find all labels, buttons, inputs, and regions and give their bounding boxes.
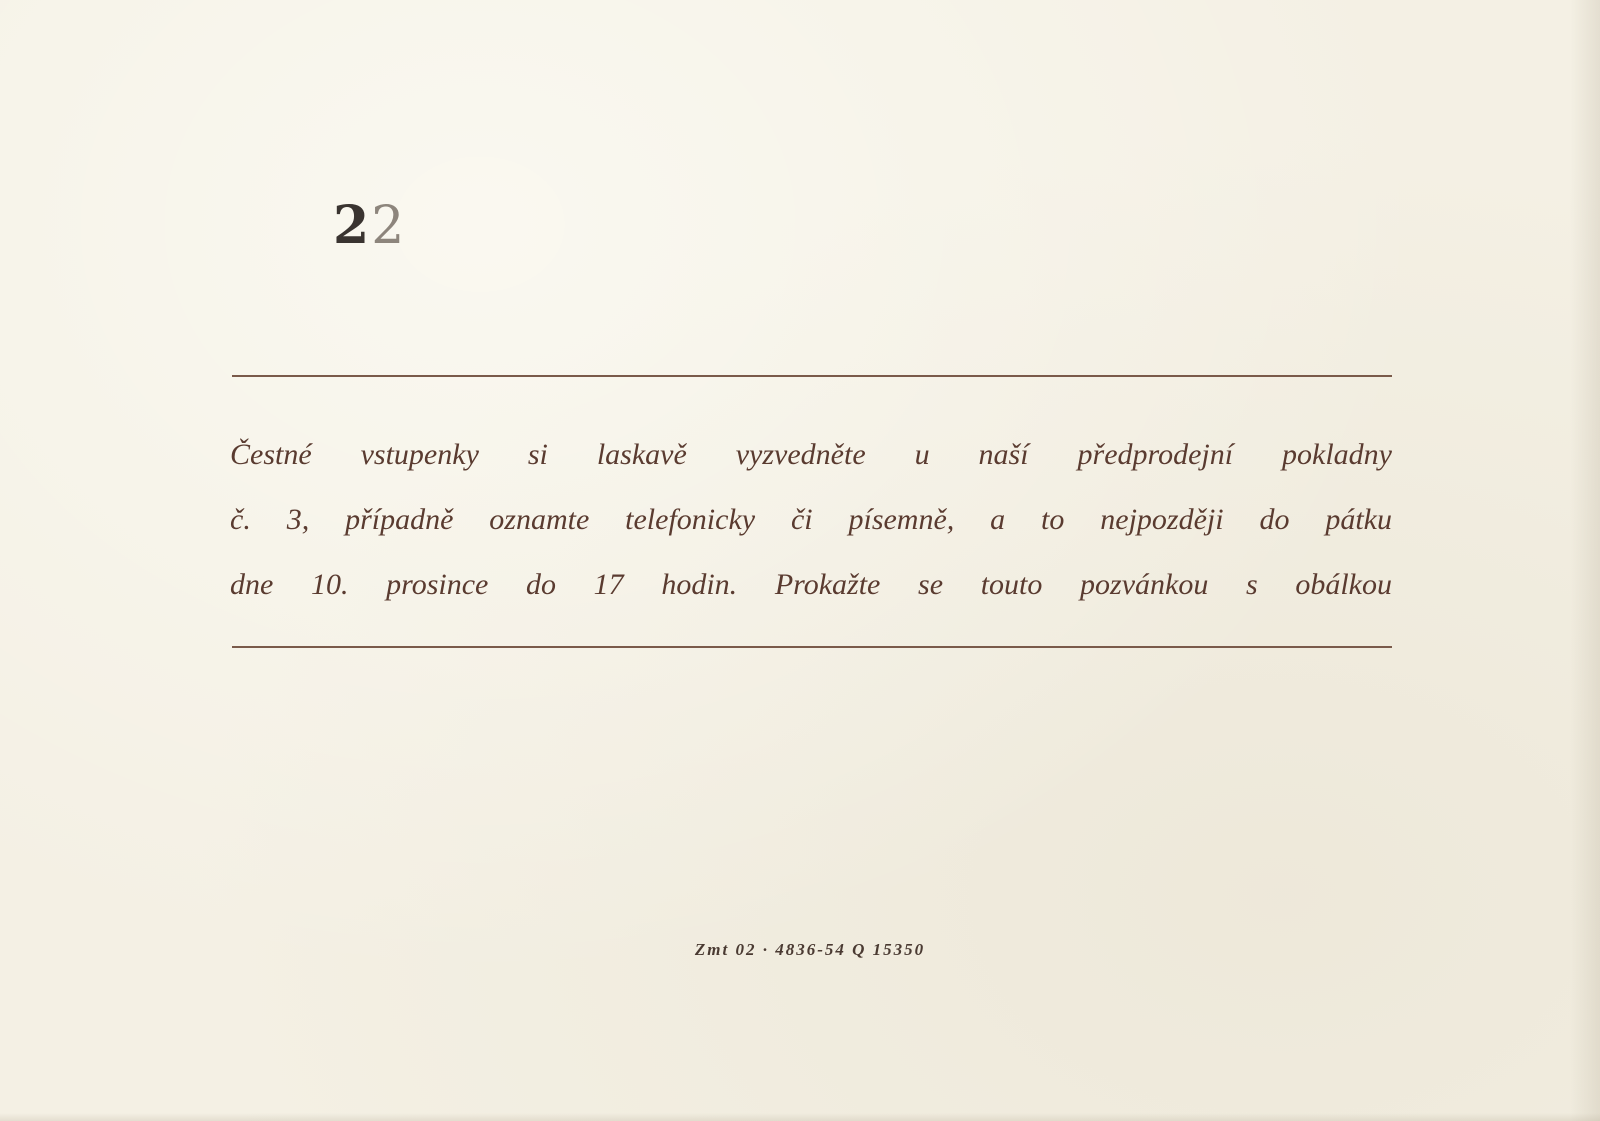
card-number-digit-faded: 2: [371, 196, 407, 256]
card-number-stamp: [333, 195, 407, 256]
paper-edge: [0, 1113, 1600, 1121]
notice-text: [230, 422, 1392, 617]
card-number-digit: 2: [333, 195, 372, 256]
top-divider: [232, 375, 1392, 377]
print-code: Zmt 02 · 4836-54 Q 15350: [694, 940, 926, 959]
notice-line: Čestné vstupenky si laskavě vyzvedněte u naší předprodejní pokladny: [230, 438, 1392, 471]
notice-line: č. 3, případně oznamte telefonicky či písemně, a to nejpozději do pátku: [230, 503, 1392, 536]
notice-line: dne 10. prosince do 17 hodin. Prokažte se touto pozvánkou s obálkou: [230, 568, 1392, 601]
bottom-divider: [232, 646, 1392, 648]
